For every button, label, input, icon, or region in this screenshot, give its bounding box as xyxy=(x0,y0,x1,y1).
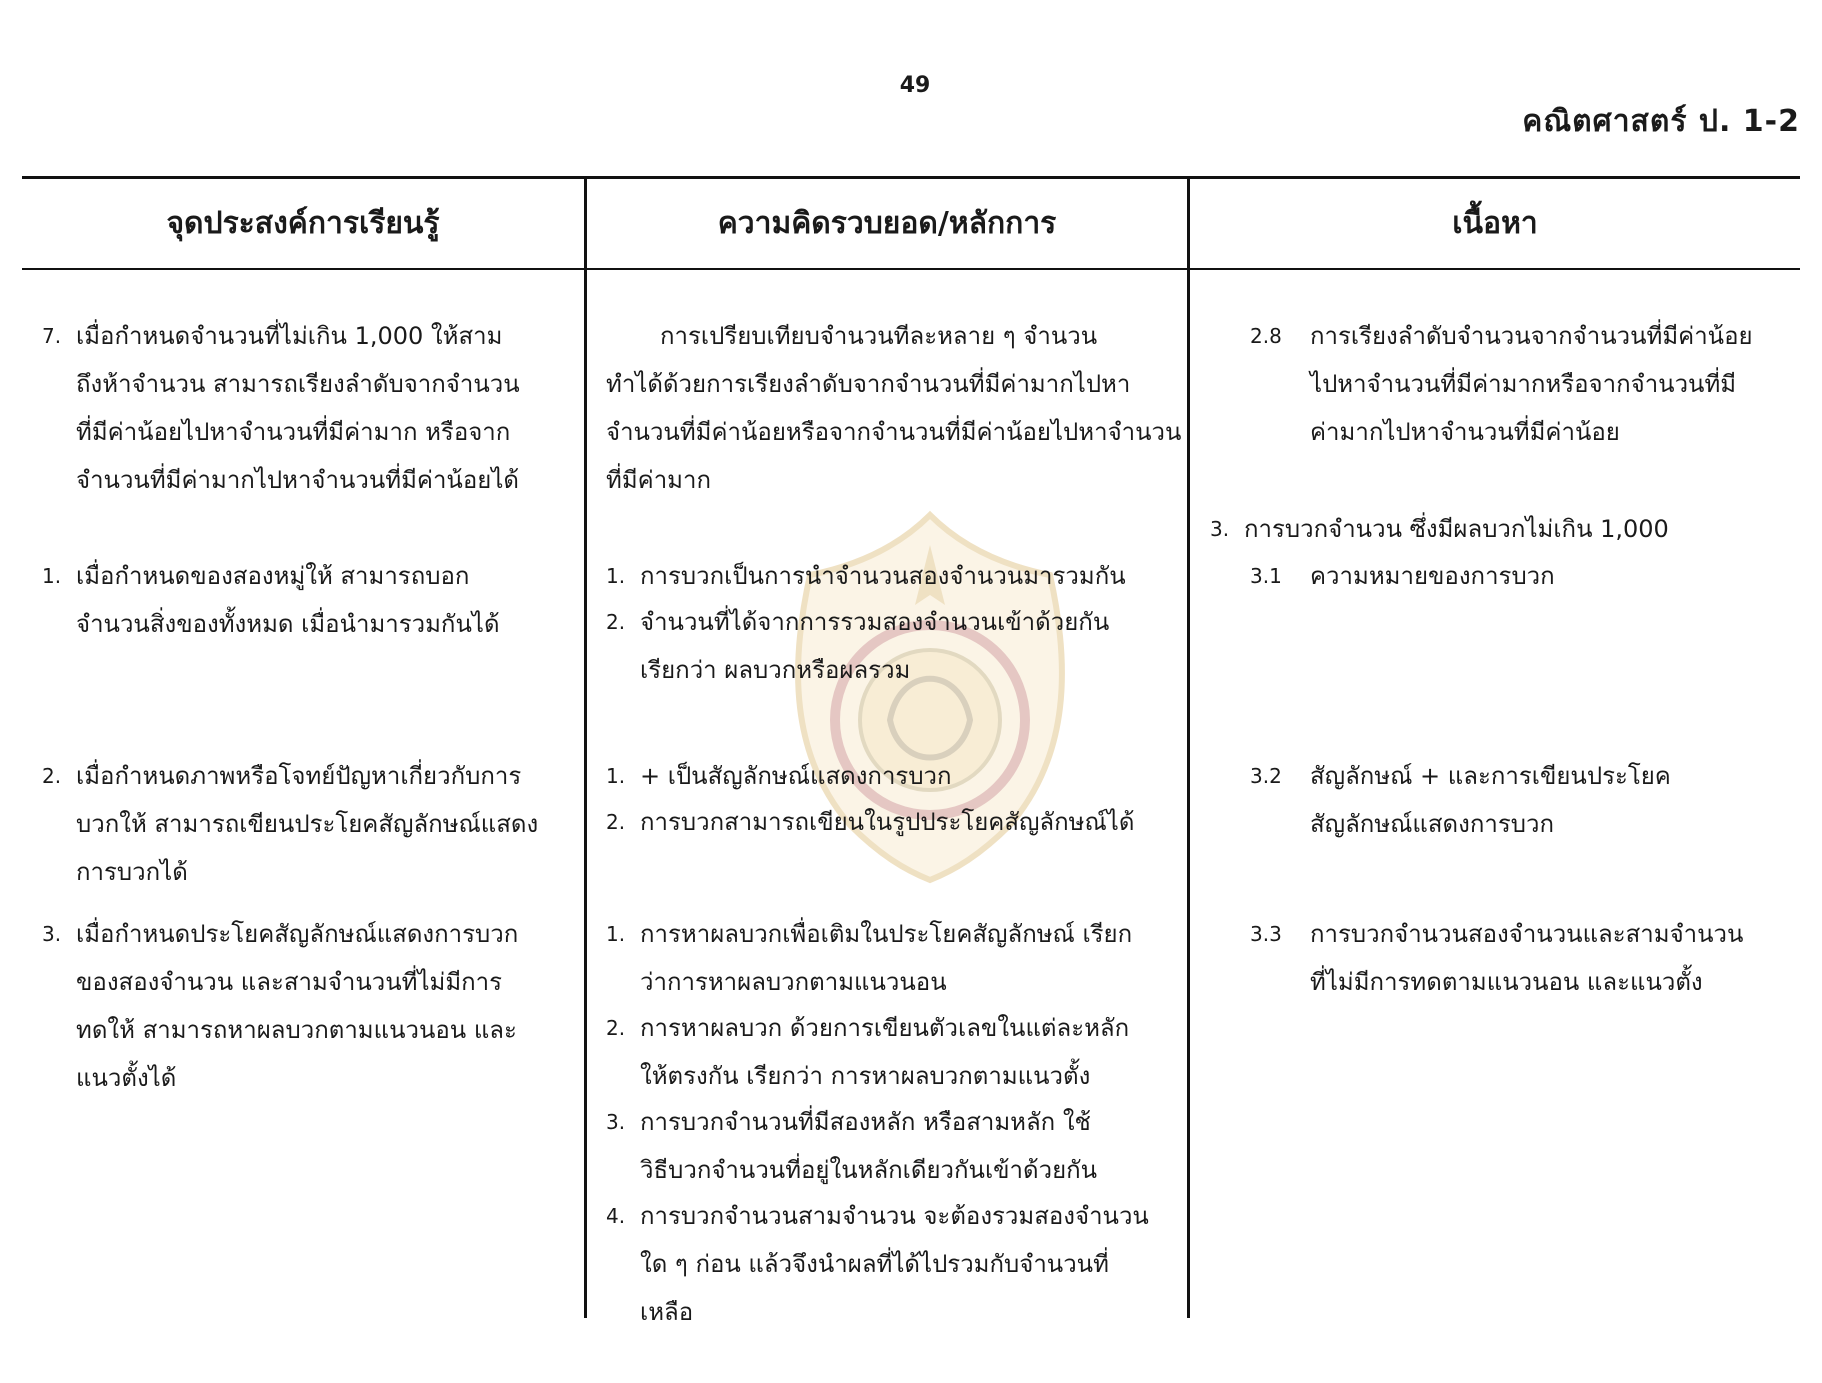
column-header-objectives: จุดประสงค์การเรียนรู้ xyxy=(166,206,440,241)
column-header-concepts: ความคิดรวบยอด/หลักการ xyxy=(717,206,1057,241)
page-number: 49 xyxy=(899,73,931,98)
table-header-rule xyxy=(22,268,1800,270)
concept-intro: การเปรียบเทียบจำนวนทีละหลาย ๆ จำนวน ทำได้ด้วยการเรียงลำดับจากจำนวนที่มีค่ามากไปหา จำนวนที่มีค่าน้อยหรือจากจำนวนที่มีค่าน้อยไปหาจำนวน ที่มีค่ามาก xyxy=(606,322,1182,494)
subject-title: คณิตศาสตร์ ป. 1-2 xyxy=(1522,104,1800,139)
column-divider-2 xyxy=(1187,176,1190,1318)
table-top-rule xyxy=(22,176,1800,179)
column-header-content: เนื้อหา xyxy=(1452,206,1538,241)
